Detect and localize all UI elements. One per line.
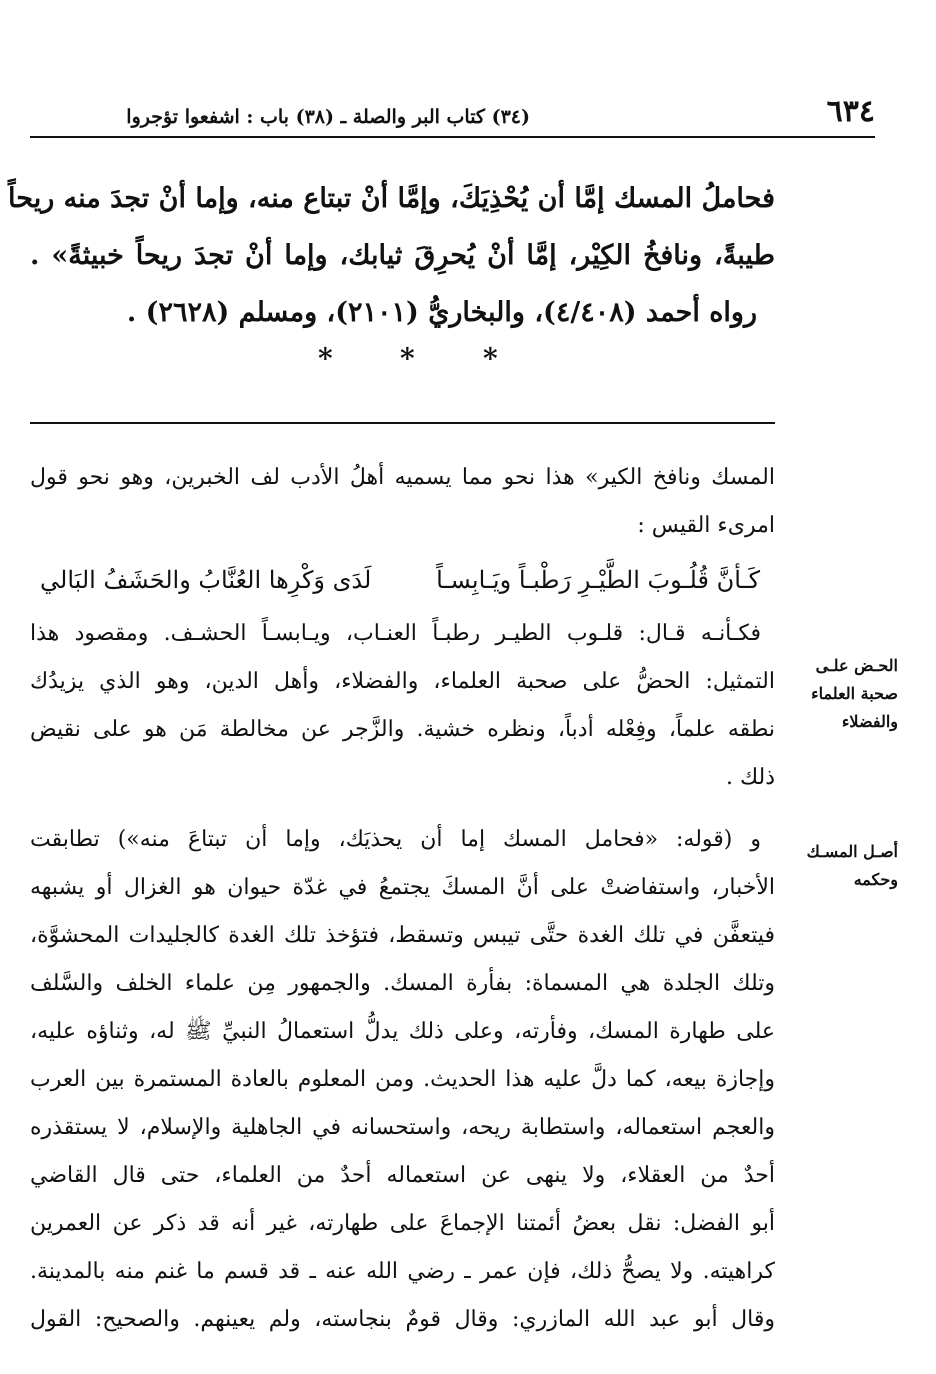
verse-second-hemistich: لَدَى وَكْرِها العُنَّابُ والحَشَفُ البَالي bbox=[40, 566, 372, 594]
hadith-text bbox=[8, 170, 775, 341]
commentary-line: التمثيل: الحضُّ على صحبة العلماء، والفضلاء، وأهل الدين، وهو الذي يزيدُك bbox=[30, 669, 775, 694]
header-rule bbox=[30, 136, 875, 138]
page-header bbox=[30, 92, 875, 138]
hadith-source: رواه أحمد (٤/٤٠٨)، والبخاريُّ (٢١٠١)، ومسلم (٢٦٢٨) . bbox=[126, 297, 757, 328]
commentary-line: والعجم استعماله، واستطابة ريحه، واستحسانه في الجاهلية والإسلام، لا يستقذره bbox=[30, 1115, 775, 1140]
commentary-line: فكـأنـه قـال: قلـوب الطيـر رطبـاً العنـاب، ويـابسـاً الحشـف. ومقصود هذا bbox=[30, 621, 761, 646]
margin-note-line: وحكمه bbox=[853, 870, 898, 889]
poetry-verse bbox=[30, 550, 775, 610]
margin-note-line: الحـض علـى bbox=[815, 656, 898, 675]
running-head: (٣٤) كتاب البر والصلة ـ (٣٨) باب : اشفعوا تؤجروا bbox=[126, 106, 530, 128]
commentary-line: كراهيته. ولا يصحُّ ذلك، فإن عمر ـ رضي الله عنه ـ قد قسم ما غنم منه بالمدينة. bbox=[30, 1259, 775, 1284]
separator-star: * bbox=[400, 342, 415, 375]
hadith-line: فحاملُ المسك إمَّا أن يُحْذِيَكَ، وإمَّا أنْ تبتاع منه، وإما أنْ تجدَ منه ريحاً bbox=[8, 183, 775, 214]
commentary-line: وإجازة بيعه، كما دلَّ عليه هذا الحديث. ومن المعلوم بالعادة المستمرة بين العرب bbox=[30, 1067, 775, 1092]
commentary-text bbox=[30, 454, 775, 1344]
commentary-line: ذلك . bbox=[725, 765, 775, 790]
commentary-line: فيتعفَّن في تلك الغدة حتَّى تيبس وتسقط، فتؤخذ تلك الغدة كالجليدات المحشوَّة، bbox=[30, 923, 775, 948]
margin-note-line: أصـل المسـك bbox=[806, 842, 898, 861]
commentary-line: وقال أبو عبد الله المازري: وقال قومٌ بنجاسته، ولم يعينهم. والصحيح: القول bbox=[30, 1307, 775, 1332]
page-number: ٦٣٤ bbox=[826, 94, 875, 129]
commentary-line: الأخبار، واستفاضتْ على أنَّ المسكَ يجتمعُ في غدّة حيوان هو الغزال أو يشبهه bbox=[30, 875, 775, 900]
margin-note-line: صحبة العلماء bbox=[811, 684, 898, 703]
margin-note-musk-origin bbox=[788, 838, 898, 894]
commentary-line: امرىء القيس : bbox=[637, 513, 775, 538]
margin-note-companionship bbox=[788, 652, 898, 736]
commentary-line: أبو الفضل: نقل بعضُ أئمتنا الإجماعَ على طهارته، غير أنه قد ذكر عن العمرين bbox=[30, 1211, 775, 1236]
margin-note-line: والفضلاء bbox=[841, 712, 898, 731]
commentary-line: و (قوله: «فحامل المسك إما أن يحذيَك، وإما أن تبتاعَ منه») تطابقت bbox=[30, 827, 761, 852]
commentary-divider bbox=[30, 422, 775, 424]
commentary-line: على طهارة المسك، وفأرته، وعلى ذلك يدلُّ استعمالُ النبيِّ ﷺ له، وثناؤه عليه، bbox=[30, 1019, 775, 1044]
hadith-line: طيبةً، ونافخُ الكِيْر، إمَّا أنْ يُحرِقَ ثيابك، وإما أنْ تجدَ ريحاً خبيثةً» . bbox=[30, 240, 775, 271]
paragraph-gap bbox=[30, 802, 775, 816]
separator-star: * bbox=[483, 342, 498, 375]
verse-first-hemistich: كَـأنَّ قُلُـوبَ الطَّيْـرِ رَطْبـاً ويَـابِسـاً bbox=[436, 566, 760, 594]
commentary-line: أحدٌ من العقلاء، ولا ينهى عن استعماله أحدٌ من العلماء، حتى قال القاضي bbox=[30, 1163, 775, 1188]
commentary-line: نطقه علماً، وفِعْله أدباً، ونظره خشية. والزَّجر عن مخالطة مَن هو على نقيض bbox=[30, 717, 775, 742]
section-separator bbox=[0, 342, 936, 382]
separator-star: * bbox=[318, 342, 333, 375]
commentary-line: المسك ونافخ الكير» هذا نحو مما يسميه أهلُ الأدب لف الخبرين، وهو نحو قول bbox=[30, 465, 775, 490]
commentary-line: وتلك الجلدة هي المسماة: بفأرة المسك. والجمهور مِن علماء الخلف والسَّلف bbox=[30, 971, 775, 996]
